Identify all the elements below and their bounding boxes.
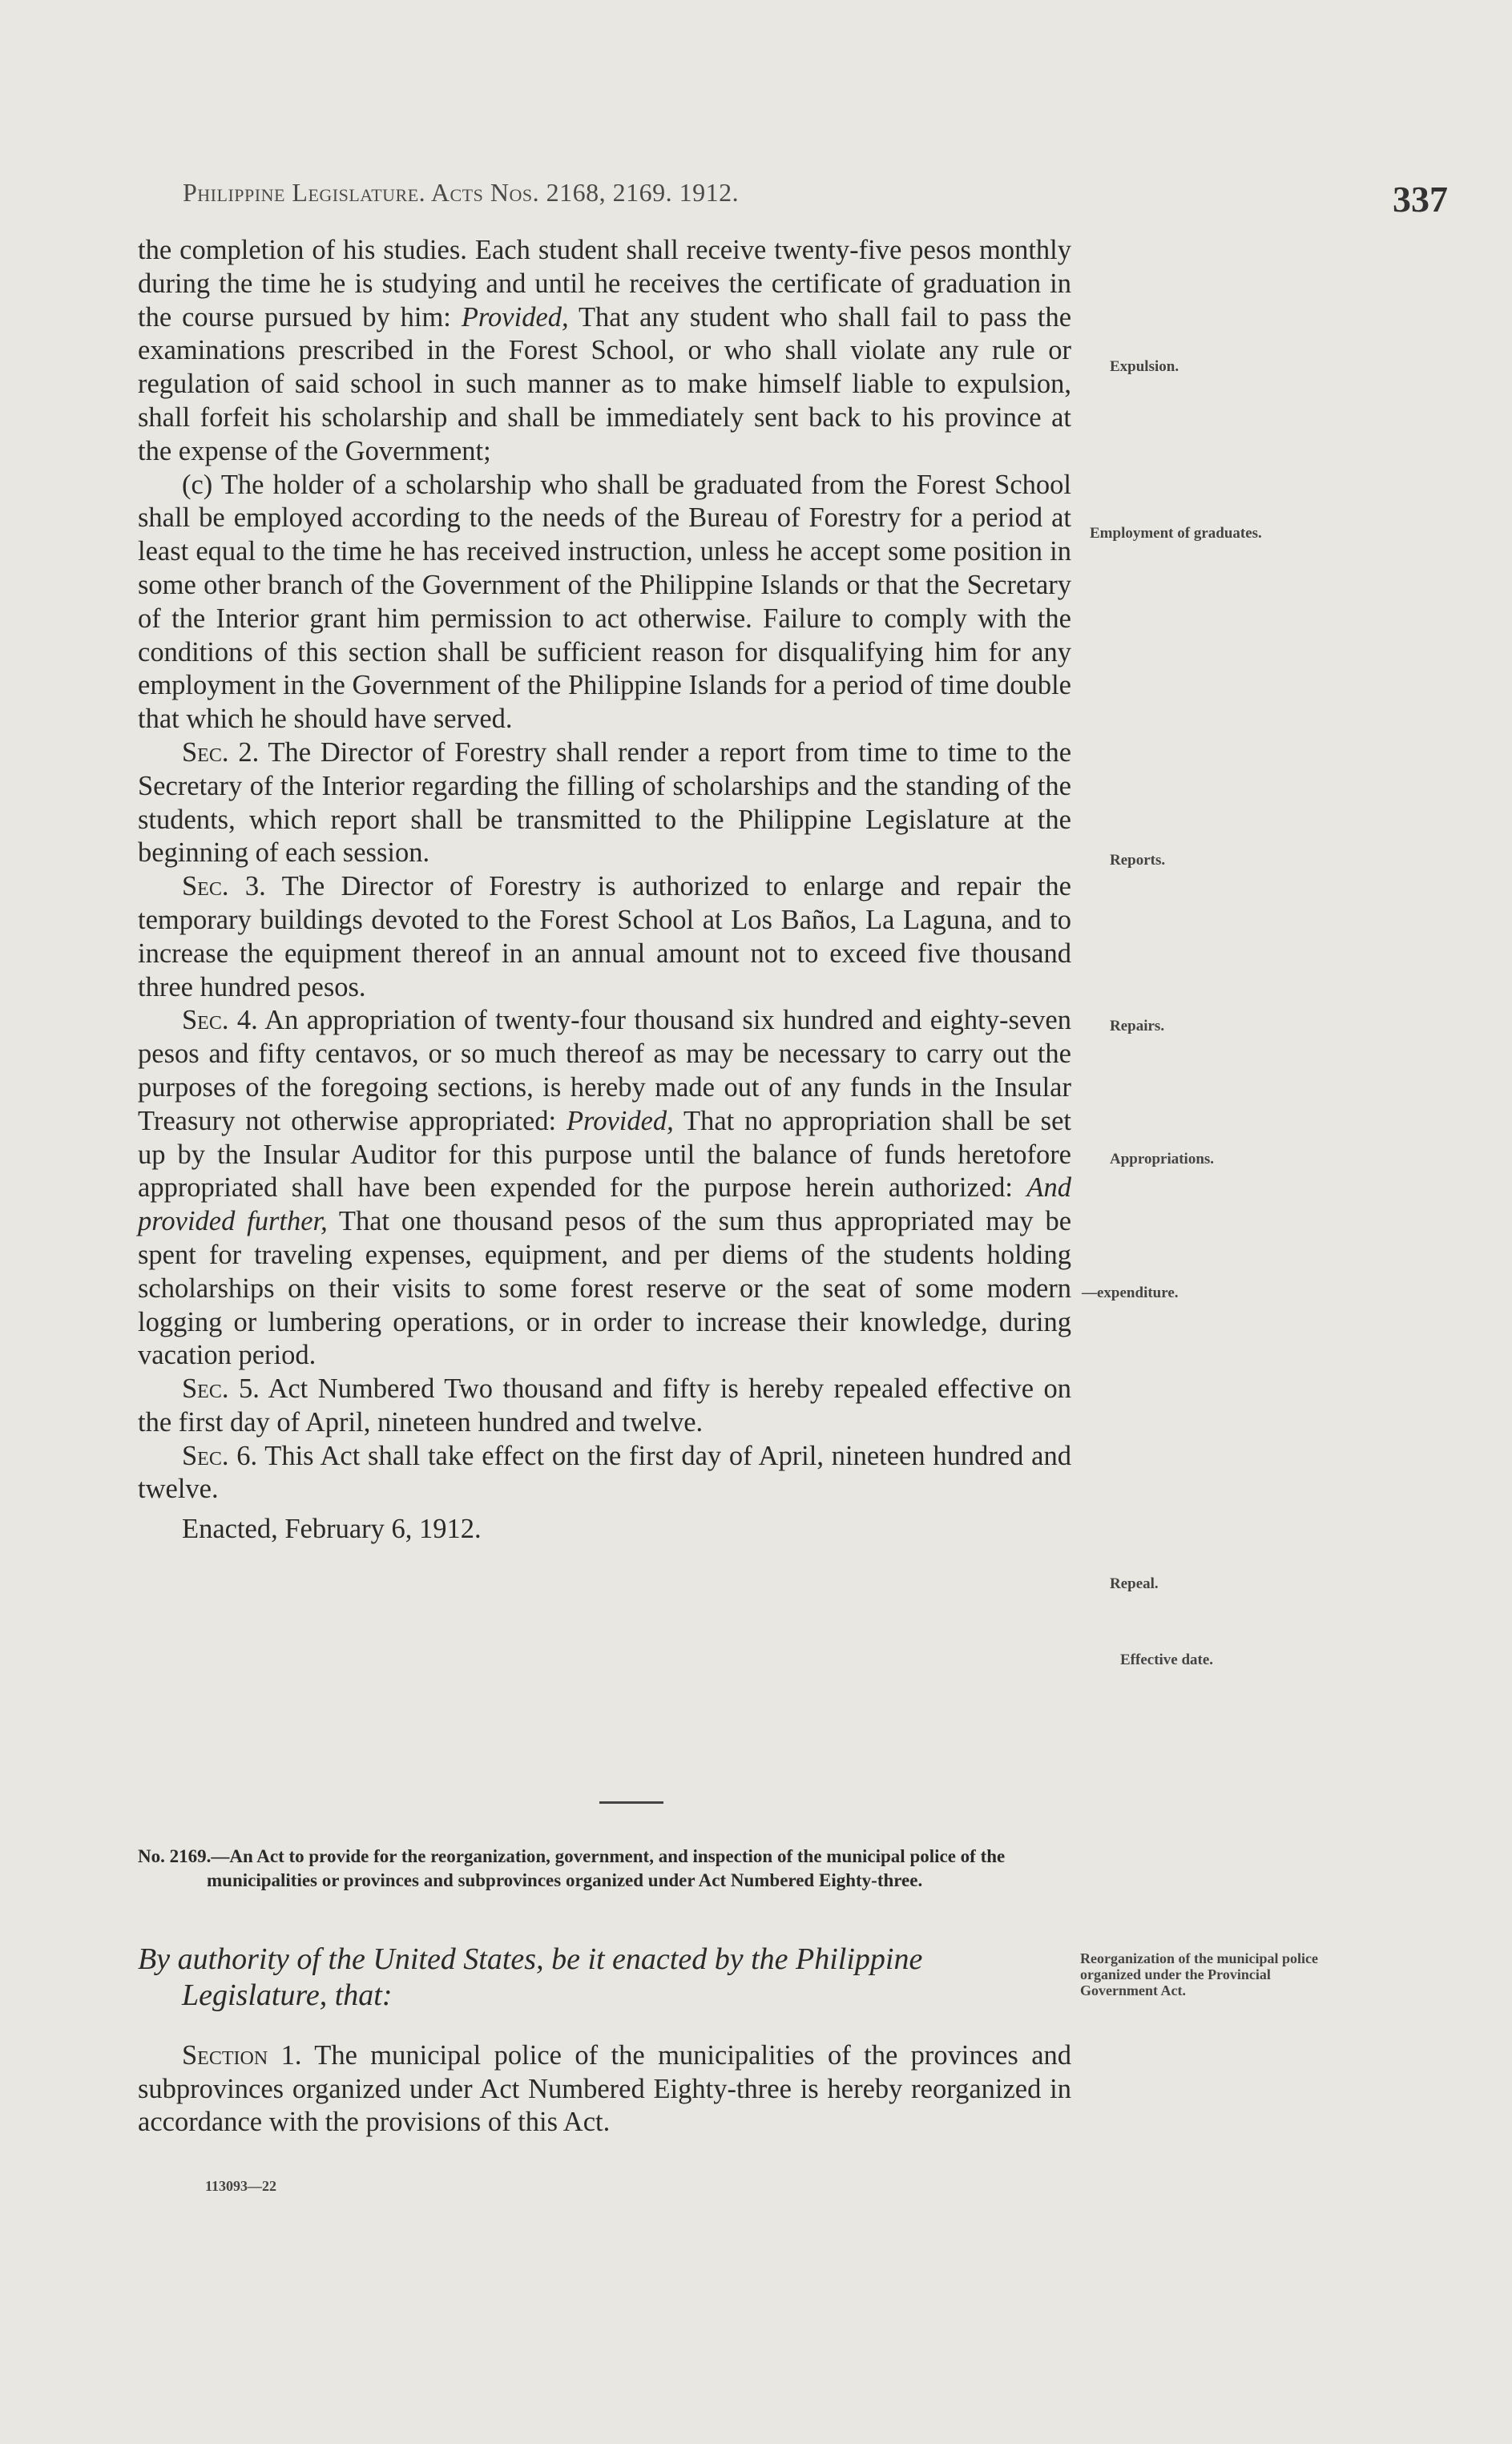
margin-note-employment: Employment of graduates. — [1090, 525, 1262, 542]
margin-note-repairs: Repairs. — [1110, 1018, 1165, 1034]
page-number: 337 — [1393, 179, 1448, 220]
margin-note-expenditure: —expenditure. — [1082, 1285, 1179, 1301]
running-header: Philippine Legislature. Acts Nos. 2168, 2169. 1912. — [183, 178, 740, 207]
margin-note-repeal: Repeal. — [1110, 1575, 1159, 1592]
enacted-date: Enacted, February 6, 1912. — [182, 1514, 482, 1545]
margin-note-expulsion: Expulsion. — [1110, 358, 1179, 375]
section-4: Sec. 4. An appropriation of twenty-four thousand six hundred and eighty-seven pesos and fifty centavos, or so much thereof as may be necessary to carry out the purposes of the foregoing sections, is hereby made out of any funds in the Insular Treasury not otherwise appropriated: Provided, That no appropriation shall be set up by the Insular Auditor for this purpose until the balance of funds heretofore appropriated shall have been expended for the purpose herein authorized: And provided further, That one thousand pesos of the sum thus appropriated may be spent for traveling expenses, equipment, and per diems of the students holding scholarships on their visits to some forest reserve or the seat of some modern logging or lumbering operations, or in order to increase their knowledge, during vacation period. — [138, 1005, 1072, 1371]
print-mark: 113093—22 — [205, 2178, 277, 2194]
section-3: Sec. 3. The Director of Forestry is authorized to enlarge and repair the temporary buildings devoted to the Forest School at Los Baños, La Laguna, and to increase the equipment thereof in an annual amount not to exceed five thousand three hundred pesos. — [138, 871, 1071, 1002]
act-2169-title: No. 2169.—An Act to provide for the reorganization, government, and inspection of the municipal police of the municipalities or provinces and subprovinces organized under Act Numbered Eighty-three. — [138, 1846, 1006, 1890]
paragraph-employment: (c) The holder of a scholarship who shall be graduated from the Forest School shall be employed according to the needs of the Bureau of Forestry for a period at least equal to the time he has received instruction, unless he accept some position in some other branch of the Government of the Philippine Islands or that the Secretary of the Interior grant him permission to act otherwise. Failure to comply with the conditions of this section shall be sufficient reason for disqualifying him for any employment in the Government of the Philippine Islands for a period of time double that which he should have served. — [138, 469, 1071, 735]
main-text — [138, 234, 1071, 1547]
section-6: Sec. 6. This Act shall take effect on the first day of April, nineteen hundred and twelve. — [138, 1440, 1071, 1505]
section-5: Sec. 5. Act Numbered Two thousand and fifty is hereby repealed effective on the first day of April, nineteen hundred and twelve. — [138, 1373, 1071, 1438]
paragraph-studies: the completion of his studies. Each student shall receive twenty-five pesos monthly during the time he is studying and until he receives the certificate of graduation in the course pursued by him: Provided, That any student who shall fail to pass the examinations prescribed in the Forest School, or who shall violate any rule or regulation of said school in such manner as to make himself liable to expulsion, shall forfeit his scholarship and shall be immediately sent back to his province at the expense of the Government; — [138, 235, 1072, 466]
section-divider — [599, 1801, 663, 1804]
margin-note-reorganization: Reorganization of the municipal police organized under the Provincial Government Act. — [1080, 1950, 1318, 1998]
margin-note-reports: Reports. — [1110, 852, 1166, 869]
section-2: Sec. 2. The Director of Forestry shall render a report from time to time to the Secretary of the Interior regarding the filling of scholarships and the standing of the students, which report shall be transmitted to the Philippine Legislature at the beginning of each session. — [138, 736, 1072, 869]
act-2169-section-1: Section 1. The municipal police of the municipalities of the provinces and subprovinces organized under Act Numbered Eighty-three is hereby reorganized in accordance with the provisions of this Act. — [138, 2040, 1072, 2137]
margin-note-effective-date: Effective date. — [1120, 1652, 1214, 1668]
enacting-clause: By authority of the United States, be it enacted by the Philippine Legislature, that: — [138, 1942, 923, 2012]
margin-note-appropriations: Appropriations. — [1110, 1151, 1215, 1168]
